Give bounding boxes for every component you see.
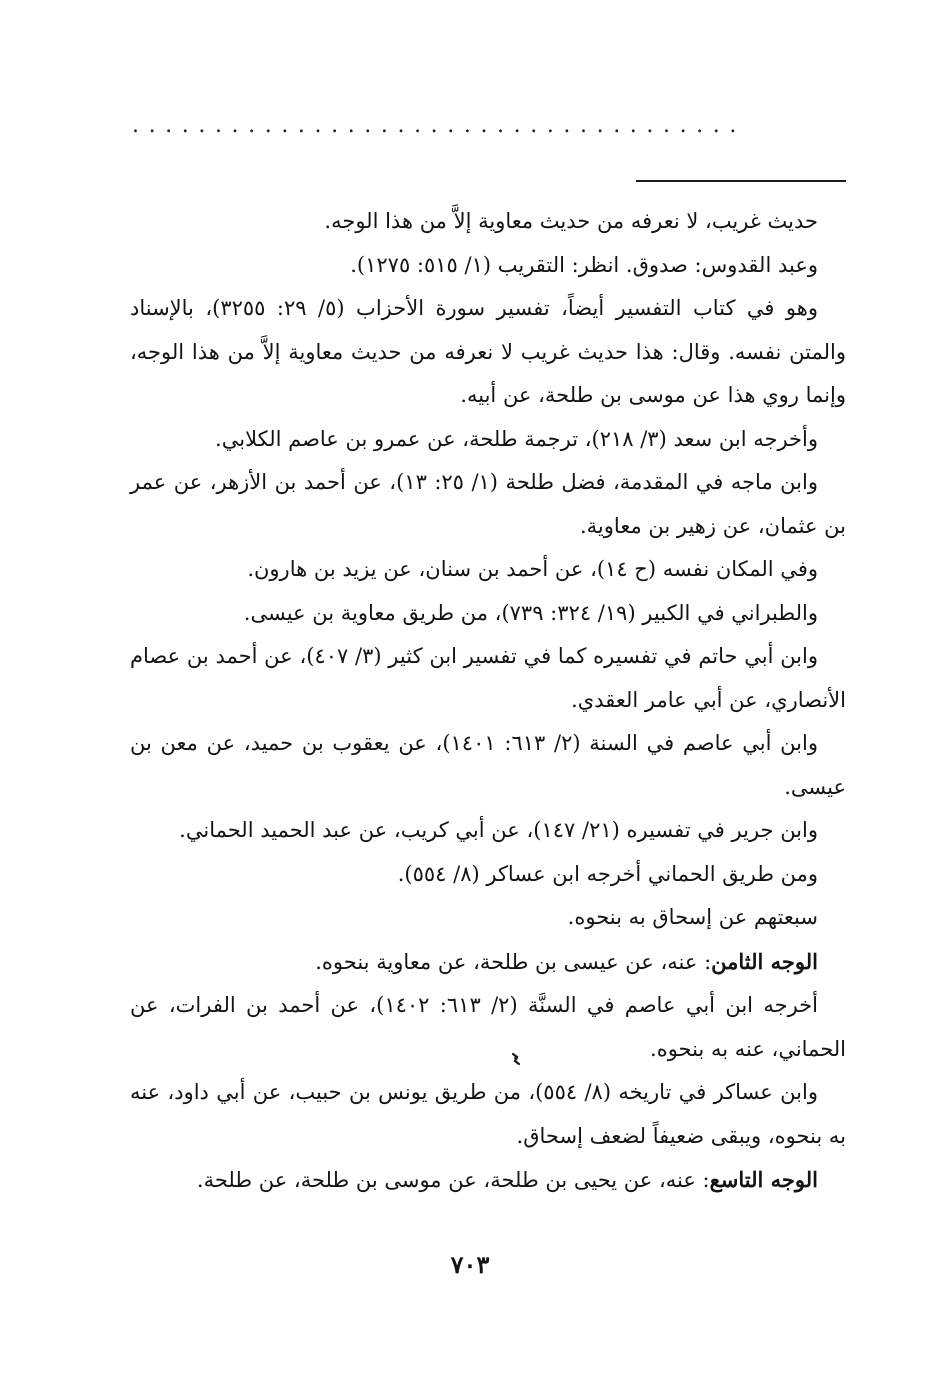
footnote-body bbox=[130, 200, 846, 1203]
paragraph-5: وابن ماجه في المقدمة، فضل طلحة (١/ ٢٥: ١٣)، عن أحمد بن الأزهر، عن عمر بن عثمان، عن زهير بن معاوية. bbox=[130, 470, 846, 538]
paragraph-12: سبعتهم عن إسحاق به بنحوه. bbox=[567, 905, 818, 929]
paragraph-2: وعبد القدوس: صدوق. انظر: التقريب (١/ ٥١٥: ١٢٧٥). bbox=[350, 252, 818, 277]
header-dotted-separator: ..................................... bbox=[132, 116, 746, 136]
paragraph-8: وابن أبي حاتم في تفسيره كما في تفسير ابن كثير (٣/ ٤٠٧)، عن أحمد بن عصام الأنصاري، عن أبي عامر العقدي. bbox=[130, 644, 846, 712]
page-number: ٧٠٣ bbox=[450, 1250, 490, 1279]
footnote-rule bbox=[636, 180, 846, 182]
paragraph-6: وفي المكان نفسه (ح ١٤)، عن أحمد بن سنان، عن يزيد بن هارون. bbox=[247, 557, 818, 581]
paragraph-7: والطبراني في الكبير (١٩/ ٣٢٤: ٧٣٩)، من طريق معاوية بن عيسى. bbox=[243, 600, 818, 625]
section-label-ninth: الوجه التاسع bbox=[709, 1167, 818, 1192]
paragraph-15: وابن عساكر في تاريخه (٨/ ٥٥٤)، من طريق يونس بن حبيب، عن أبي داود، عنه به بنحوه، ويبقى ضعيفاً لضعف إسحاق. bbox=[130, 1080, 846, 1148]
paragraph-13 bbox=[130, 940, 846, 985]
paragraph-16 bbox=[130, 1158, 846, 1203]
paragraph-10: وابن جرير في تفسيره (٢١/ ١٤٧)، عن أبي كريب، عن عبد الحميد الحماني. bbox=[179, 818, 818, 842]
paragraph-11: ومن طريق الحماني أخرجه ابن عساكر (٨/ ٥٥٤). bbox=[397, 861, 818, 886]
section-label-eighth: الوجه الثامن bbox=[711, 948, 818, 974]
paragraph-9: وابن أبي عاصم في السنة (٢/ ٦١٣: ١٤٠١)، عن يعقوب بن حميد، عن معن بن عيسى. bbox=[130, 731, 846, 799]
paragraph-16-text: : عنه، عن يحيى بن طلحة، عن موسى بن طلحة، عن طلحة. bbox=[196, 1168, 710, 1192]
paragraph-13-text: : عنه، عن عيسى بن طلحة، عن معاوية بنحوه. bbox=[315, 949, 712, 974]
paragraph-14: أخرجه ابن أبي عاصم في السنَّة (٢/ ٦١٣: ١٤٠٢)، عن أحمد بن الفرات، عن الحماني، عنه به بنحوه. bbox=[130, 993, 846, 1061]
paragraph-1: حديث غريب، لا نعرفه من حديث معاوية إلاَّ من هذا الوجه. bbox=[324, 209, 818, 233]
ink-mark-icon bbox=[510, 1052, 522, 1066]
paragraph-3: وهو في كتاب التفسير أيضاً، تفسير سورة الأحزاب (٥/ ٢٩: ٣٢٥٥)، بالإسناد والمتن نفسه. وقال: هذا حديث غريب لا نعرفه من حديث معاوية إلاَّ من هذا الوجه، وإنما روي هذا عن موسى بن طلحة، عن أبيه. bbox=[130, 296, 846, 407]
paragraph-4: وأخرجه ابن سعد (٣/ ٢١٨)، ترجمة طلحة، عن عمرو بن عاصم الكلابي. bbox=[215, 426, 818, 451]
